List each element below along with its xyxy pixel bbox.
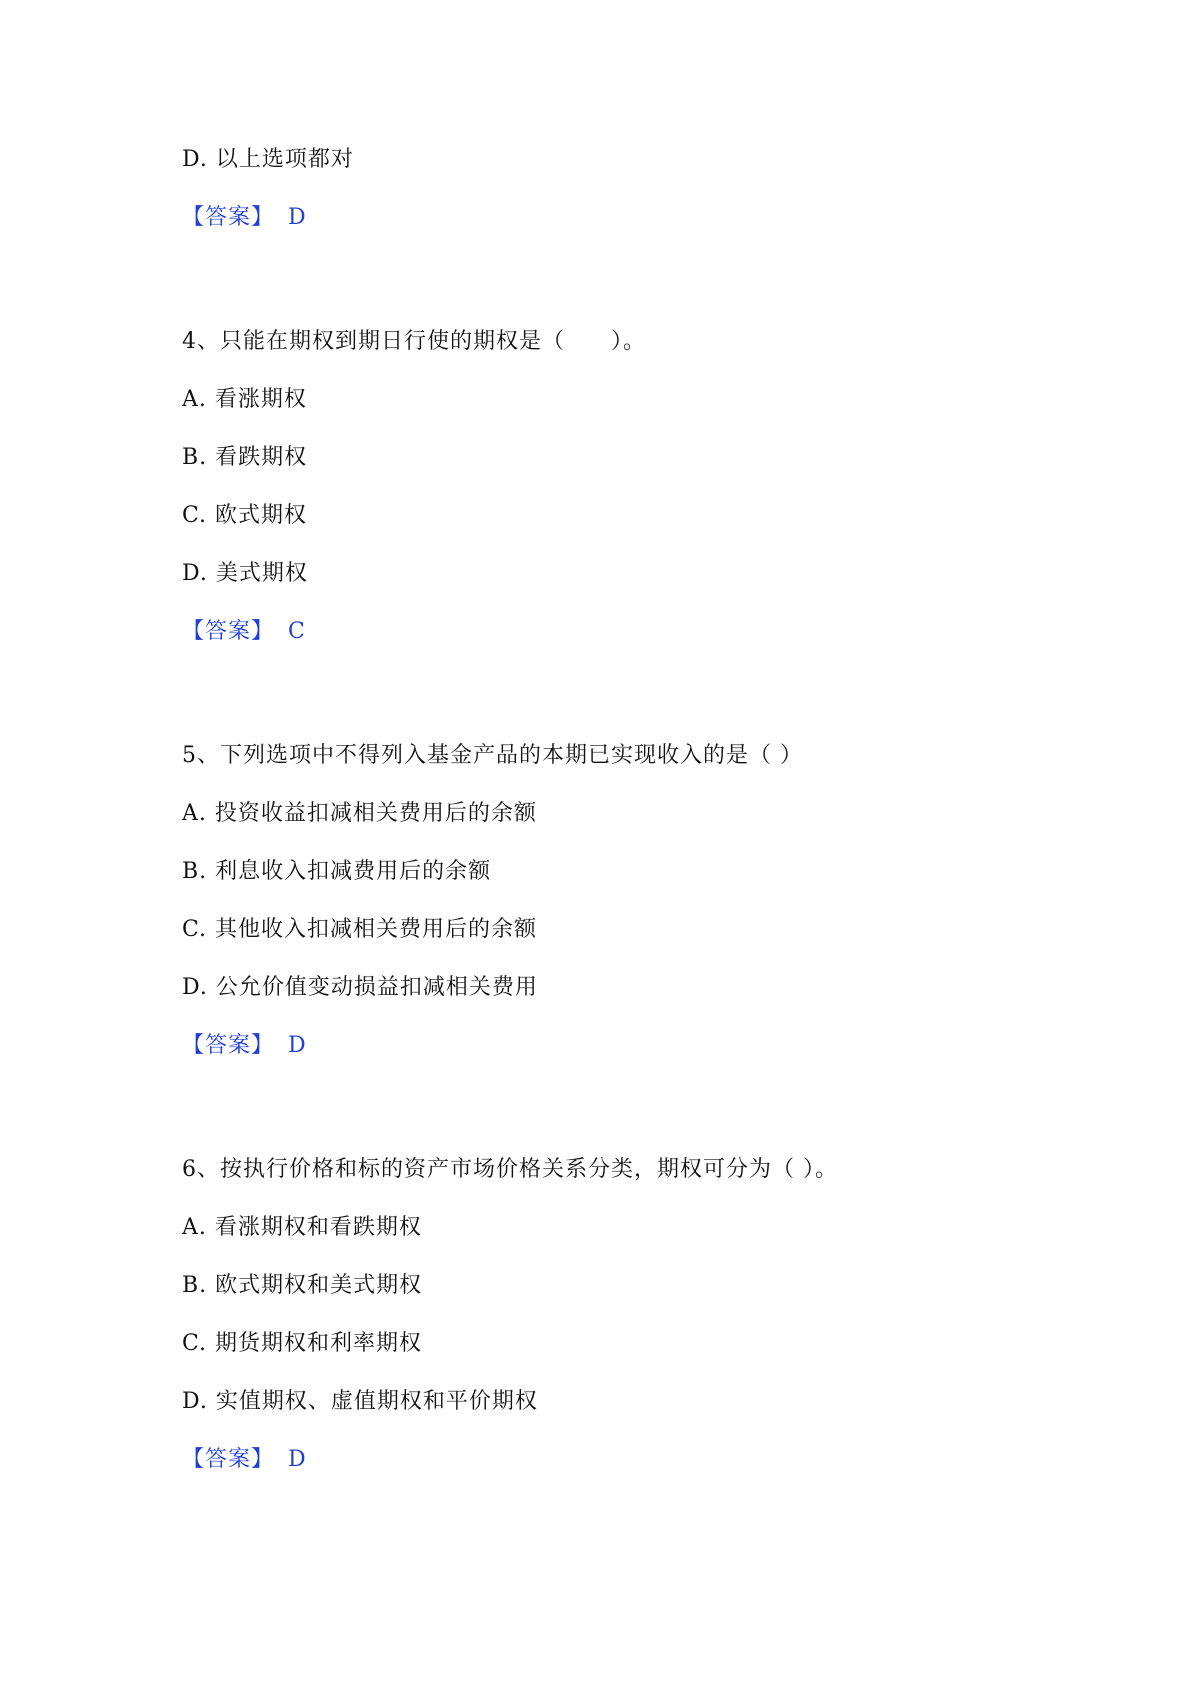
option-b: B. 欧式期权和美式期权 xyxy=(182,1273,423,1298)
answer-value: D xyxy=(288,1447,307,1472)
option-d: D. 美式期权 xyxy=(182,561,308,586)
option-b: B. 利息收入扣减费用后的余额 xyxy=(182,859,492,884)
option-c: C. 期货期权和利率期权 xyxy=(182,1331,423,1356)
question-stem: 4、只能在期权到期日行使的期权是（ ）。 xyxy=(182,329,646,354)
option-a: A. 看涨期权和看跌期权 xyxy=(182,1215,422,1240)
option-c: C. 欧式期权 xyxy=(182,503,308,528)
answer-line xyxy=(182,204,307,232)
answer-label: 【答案】 xyxy=(182,1033,275,1058)
option-d: D. 公允价值变动损益扣减相关费用 xyxy=(182,975,538,1000)
option-a: A. 看涨期权 xyxy=(182,387,307,412)
question-stem: 6、按执行价格和标的资产市场价格关系分类，期权可分为（ ）。 xyxy=(182,1157,838,1182)
answer-label: 【答案】 xyxy=(182,1447,275,1472)
answer-line xyxy=(182,618,306,646)
answer-label: 【答案】 xyxy=(182,619,275,644)
answer-value: C xyxy=(288,619,306,644)
option-b: B. 看跌期权 xyxy=(182,445,308,470)
answer-line xyxy=(182,1446,307,1474)
answer-label: 【答案】 xyxy=(182,205,275,230)
option-a: A. 投资收益扣减相关费用后的余额 xyxy=(182,801,537,826)
answer-value: D xyxy=(288,1033,307,1058)
option-c: C. 其他收入扣减相关费用后的余额 xyxy=(182,917,538,942)
answer-value: D xyxy=(288,205,307,230)
question-stem: 5、下列选项中不得列入基金产品的本期已实现收入的是（ ） xyxy=(182,743,803,768)
answer-line xyxy=(182,1032,307,1060)
option-d: D. 实值期权、虚值期权和平价期权 xyxy=(182,1389,538,1414)
option-d: D. 以上选项都对 xyxy=(182,147,354,172)
